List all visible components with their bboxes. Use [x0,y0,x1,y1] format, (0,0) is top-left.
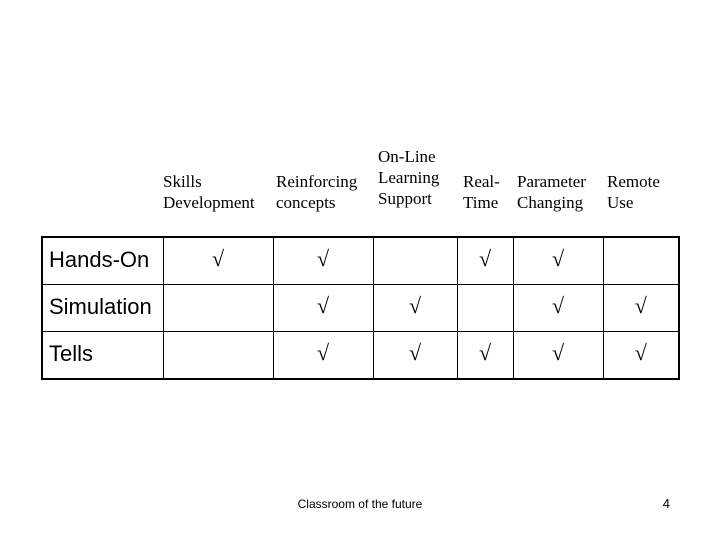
check-mark-cell: √ [513,237,603,285]
check-mark-cell [373,237,457,285]
column-header-parameter-changing: Parameter Changing [517,172,586,212]
check-mark-cell: √ [603,285,679,332]
check-mark-cell [163,285,273,332]
table-row-simulation [42,285,679,332]
column-header-real-time: Real- Time [463,172,500,212]
table-row-hands-on [42,237,679,285]
column-header-reinforcing-concepts: Reinforcing concepts [276,172,358,212]
row-label-hands-on: Hands-On [42,237,163,285]
column-header-skills-development: Skills Development [163,172,255,212]
comparison-table [41,236,680,380]
table-row-tells [42,331,679,379]
check-mark-cell: √ [457,331,513,379]
check-mark-cell: √ [513,285,603,332]
column-header-online-learning-support: On-Line Learning Support [378,147,440,208]
column-header-remote-use: Remote Use [607,172,660,212]
row-label-simulation: Simulation [42,285,163,332]
check-mark-cell: √ [373,285,457,332]
check-mark-cell: √ [273,331,373,379]
check-mark-cell: √ [457,237,513,285]
check-mark-cell: √ [513,331,603,379]
check-mark-cell: √ [273,285,373,332]
check-mark-cell: √ [373,331,457,379]
row-label-tells: Tells [42,331,163,379]
check-mark-cell [603,237,679,285]
check-mark-cell: √ [603,331,679,379]
check-mark-cell: √ [163,237,273,285]
check-mark-cell [163,331,273,379]
page-number: 4 [662,496,670,511]
check-mark-cell: √ [273,237,373,285]
check-mark-cell [457,285,513,332]
slide-footer: Classroom of the future [297,497,423,511]
